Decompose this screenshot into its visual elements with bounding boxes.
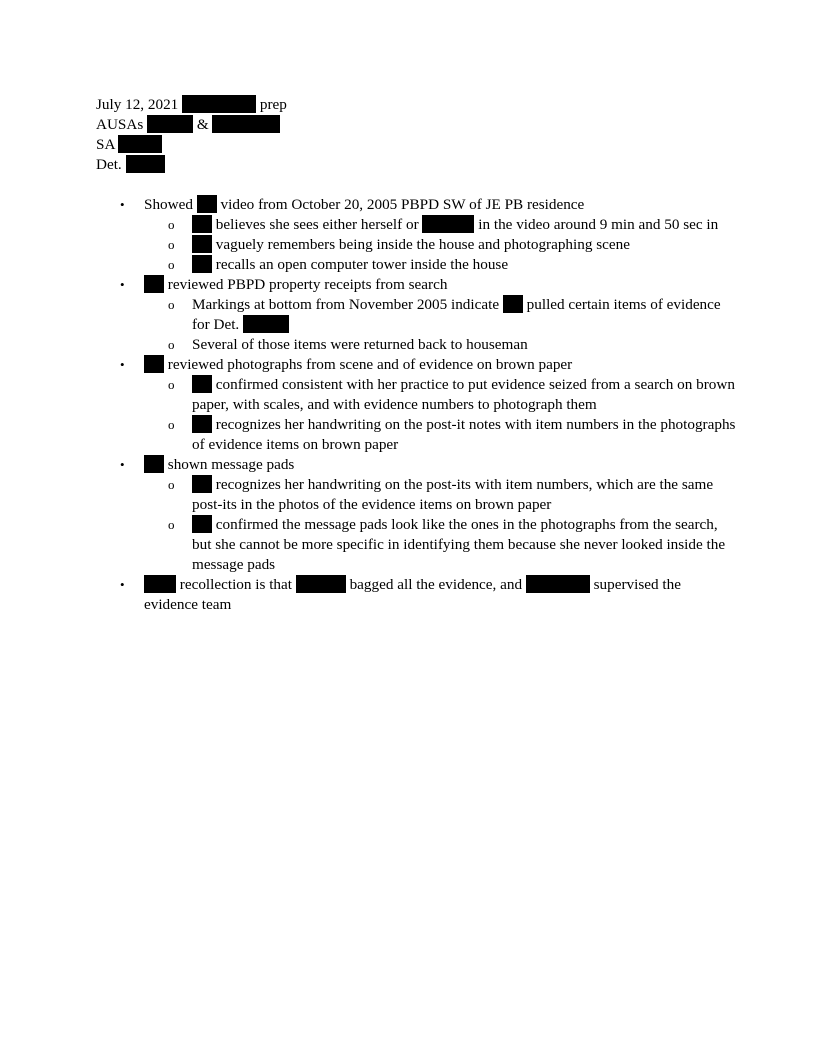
sub-list-item: [144, 375, 736, 415]
sub-bullet-icon: o: [168, 257, 175, 272]
redaction-box: [212, 115, 280, 133]
redaction-box: [197, 195, 217, 213]
sub-item-text: in the video around 9 min and 50 sec in: [478, 216, 719, 233]
redaction-box: [192, 255, 212, 273]
redaction-box: [192, 515, 212, 533]
redaction-box: [192, 475, 212, 493]
sub-item-text: believes she sees either herself or: [215, 216, 419, 233]
sub-bullet-icon: o: [168, 217, 175, 232]
list-item: [96, 455, 736, 575]
item-text: reviewed PBPD property receipts from search: [167, 276, 448, 293]
redaction-box: [118, 135, 162, 153]
header-block: [96, 95, 736, 175]
redaction-box: [243, 315, 289, 333]
sub-list-item: [144, 295, 736, 335]
sub-bullet-icon: o: [168, 237, 175, 252]
sub-list: [144, 375, 736, 455]
sub-item-text: confirmed consistent with her practice to put evidence seized from a search on brown paper, with scales, and with evidence numbers to photograph them: [192, 376, 735, 413]
sub-item-text: confirmed the message pads look like the ones in the photographs from the search, but she cannot be more specific in identifying them because she never looked inside the message pads: [192, 516, 726, 573]
sub-item-text: recognizes her handwriting on the post-its with item numbers, which are the same post-its in the photos of the evidence items on brown paper: [192, 476, 714, 513]
header-ausas-label: AUSAs: [96, 116, 144, 133]
redaction-box: [192, 415, 212, 433]
list-item: [96, 355, 736, 455]
sub-bullet-icon: o: [168, 337, 175, 352]
header-det-line: [96, 155, 736, 175]
sub-bullet-icon: o: [168, 477, 175, 492]
bullet-icon: •: [120, 577, 125, 592]
sub-list-item: [144, 235, 736, 255]
header-date-line: [96, 95, 736, 115]
header-prep: prep: [259, 96, 287, 113]
bullet-icon: •: [120, 457, 125, 472]
redaction-box: [422, 215, 474, 233]
bullet-icon: •: [120, 277, 125, 292]
item-text: video from October 20, 2005 PBPD SW of JE PB residence: [220, 196, 585, 213]
redaction-box: [144, 575, 176, 593]
sub-item-text: pulled certain items of evidence for Det.: [192, 296, 721, 333]
item-text: recollection is that: [179, 576, 292, 593]
sub-list-item: [144, 215, 736, 235]
redaction-box: [296, 575, 346, 593]
sub-item-text: recalls an open computer tower inside the house: [215, 256, 509, 273]
sub-bullet-icon: o: [168, 517, 175, 532]
redaction-box: [192, 215, 212, 233]
redaction-box: [192, 375, 212, 393]
item-text: reviewed photographs from scene and of evidence on brown paper: [167, 356, 573, 373]
item-text: bagged all the evidence, and: [349, 576, 523, 593]
sub-list: [144, 475, 736, 575]
list-item: [96, 195, 736, 275]
sub-list-item: [144, 255, 736, 275]
sub-list: [144, 215, 736, 275]
redaction-box: [192, 235, 212, 253]
header-ausas-line: [96, 115, 736, 135]
sub-bullet-icon: o: [168, 377, 175, 392]
bullet-icon: •: [120, 197, 125, 212]
redaction-box: [144, 275, 164, 293]
sub-list-item: [144, 515, 736, 575]
item-text: Showed: [144, 196, 193, 213]
sub-item-text: vaguely remembers being inside the house and photographing scene: [215, 236, 630, 253]
redaction-box: [182, 95, 256, 113]
redaction-box: [144, 455, 164, 473]
header-ampersand: &: [196, 116, 209, 133]
sub-list-item: [144, 415, 736, 455]
sub-list-item: [144, 335, 736, 355]
item-text: shown message pads: [167, 456, 295, 473]
redaction-box: [126, 155, 165, 173]
header-sa-label: SA: [96, 136, 115, 153]
list-item: [96, 275, 736, 355]
document-page: [96, 95, 736, 615]
bullet-icon: •: [120, 357, 125, 372]
redaction-box: [147, 115, 193, 133]
sub-item-text: Several of those items were returned back to houseman: [192, 336, 528, 353]
redaction-box: [144, 355, 164, 373]
header-date: July 12, 2021: [96, 96, 179, 113]
sub-bullet-icon: o: [168, 297, 175, 312]
sub-item-text: Markings at bottom from November 2005 indicate: [192, 296, 500, 313]
sub-bullet-icon: o: [168, 417, 175, 432]
redaction-box: [503, 295, 523, 313]
header-sa-line: [96, 135, 736, 155]
redaction-box: [526, 575, 590, 593]
notes-list: [96, 195, 736, 615]
sub-list: [144, 295, 736, 355]
sub-list-item: [144, 475, 736, 515]
list-item: [96, 575, 736, 615]
sub-item-text: recognizes her handwriting on the post-it notes with item numbers in the photographs of evidence items on brown paper: [192, 416, 736, 453]
header-det-label: Det.: [96, 156, 122, 173]
item-text: supervised the evidence team: [144, 576, 681, 613]
